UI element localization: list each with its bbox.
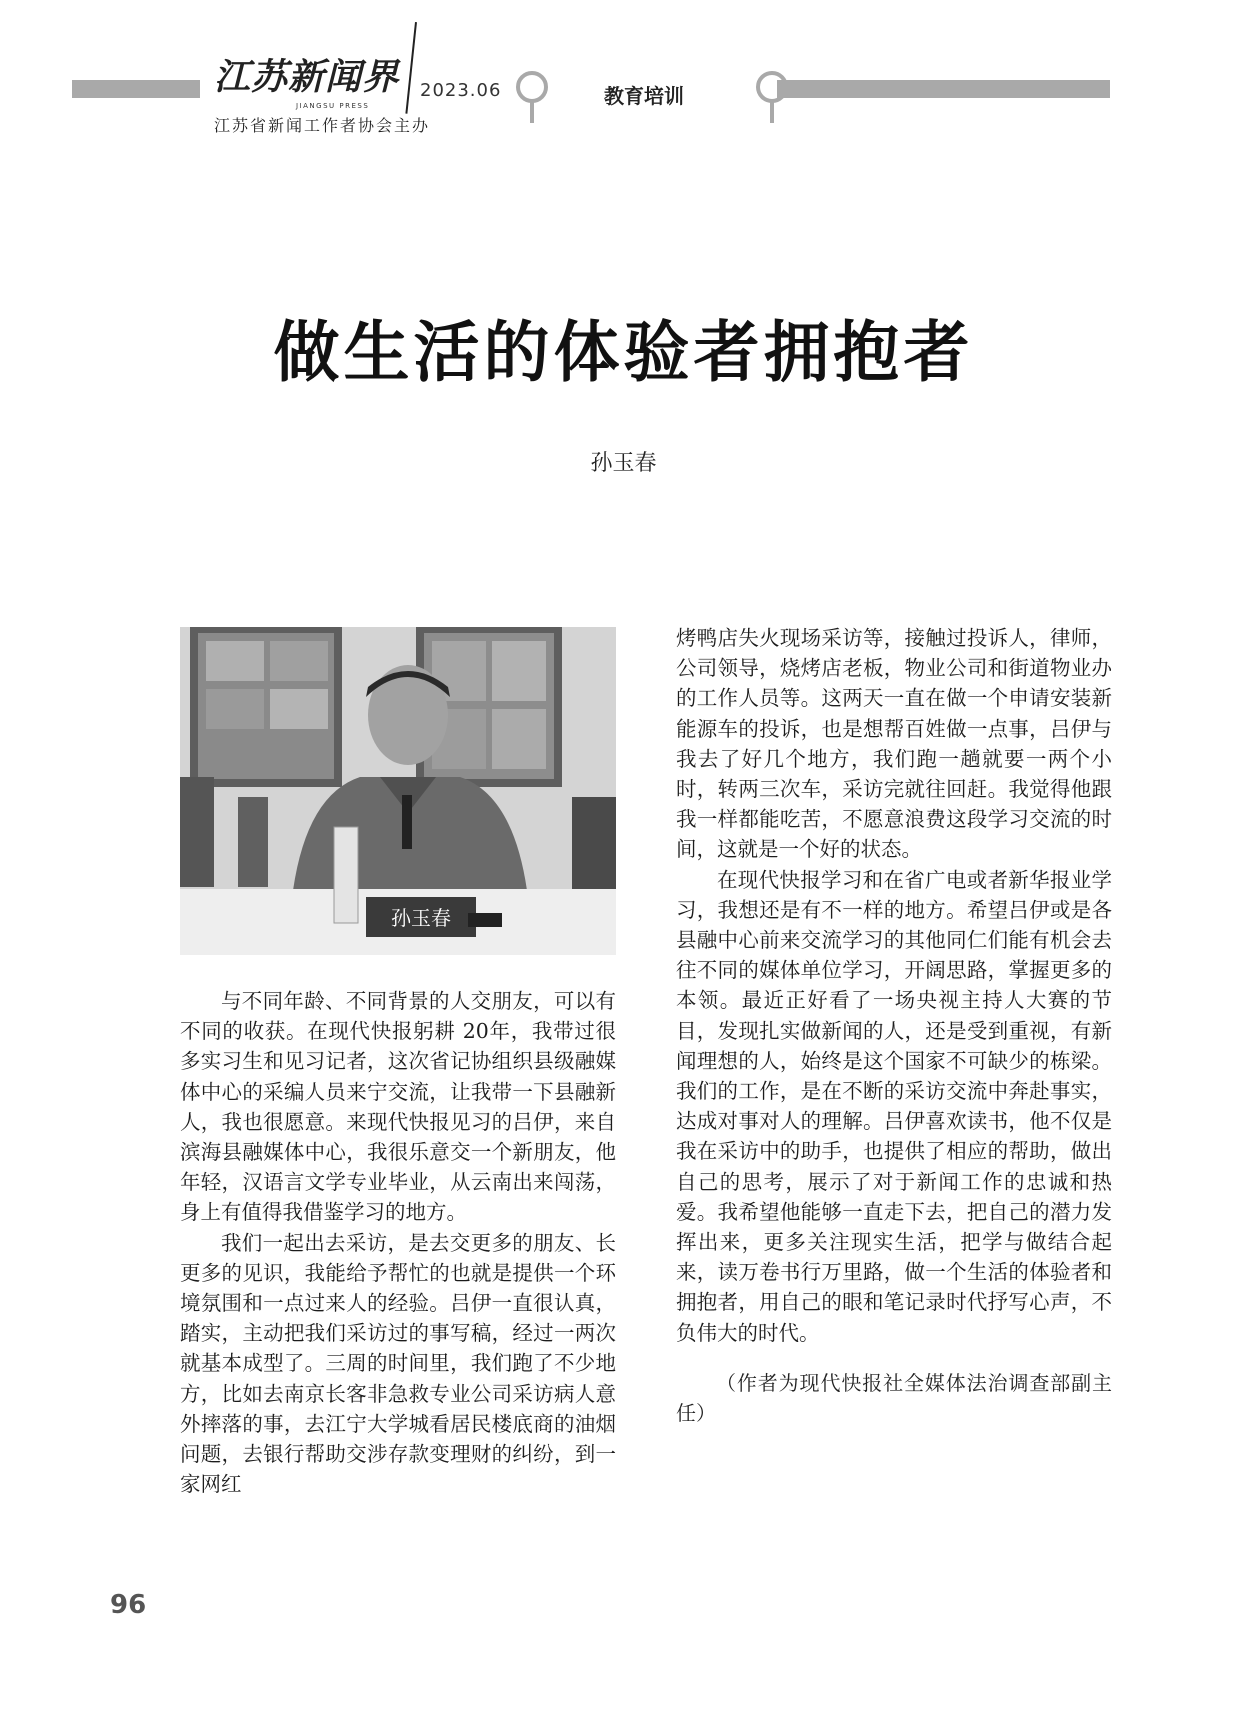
header-bar-left — [72, 80, 200, 98]
photo-nameplate: 孙玉春 — [391, 906, 451, 930]
paragraph: 在现代快报学习和在省广电或者新华报业学习，我想还是有不一样的地方。希望吕伊或是各县融中心前来交流学习的其他同仁们能有机会去往不同的媒体单位学习，开阔思路，掌握更多的本领。最近正好看了一场央视主持人大赛的节目，发现扎实做新闻的人，还是受到重视，有新闻理想的人，始终是这个国家不可缺少的栋梁。我们的工作，是在不断的采访交流中奔赴事实，达成对事对人的理解。吕伊喜欢读书，他不仅是我在采访中的助手，也提供了相应的帮助，做出自己的思考，展示了对于新闻工作的忠诚和热爱。我希望他能够一直走下去，把自己的潜力发挥出来，更多关注现实生活，把学与做结合起来，读万卷书行万里路，做一个生活的体验者和拥抱者，用自己的眼和笔记录时代抒写心声，不负伟大的时代。 — [676, 867, 1112, 1345]
author-note: （作者为现代快报社全媒体法治调查部副主任） — [676, 1370, 1112, 1425]
article-column-right — [676, 623, 1112, 1428]
masthead-logo: 江苏新闻界 — [214, 57, 400, 98]
article-photo — [180, 627, 616, 955]
masthead-en: JIANGSU PRESS — [296, 102, 370, 110]
header-bar-right — [777, 80, 1110, 98]
pin-icon — [516, 71, 548, 103]
article-author: 孙玉春 — [590, 451, 657, 476]
page-number: 96 — [110, 1590, 147, 1620]
paragraph: 与不同年龄、不同背景的人交朋友，可以有不同的收获。在现代快报躬耕 20年，我带过很多实习生和见习记者，这次省记协组织县级融媒体中心的采编人员来宁交流，让我带一下县融新人，我也很愿意。来现代快报见习的吕伊，来自滨海县融媒体中心，我很乐意交一个新朋友，他年轻，汉语言文学专业毕业，从云南出来闯荡，身上有值得我借鉴学习的地方。 — [180, 989, 616, 1225]
header-divider — [405, 22, 417, 114]
article-column-left — [180, 986, 616, 1499]
article-title: 做生活的体验者拥抱者 — [273, 314, 974, 391]
issue-number: 2023.06 — [420, 80, 502, 101]
paragraph: 我们一起出去采访，是去交更多的朋友、长更多的见识，我能给予帮忙的也就是提供一个环境氛围和一点过来人的经验。吕伊一直很认真，踏实，主动把我们采访过的事写稿，经过一两次就基本成型了。三周的时间里，我们跑了不少地方，比如去南京长客非急救专业公司采访病人意外摔落的事，去江宁大学城看居民楼底商的油烟问题，去银行帮助交涉存款变理财的纠纷，到一家网红 — [180, 1230, 616, 1497]
section-label: 教育培训 — [604, 84, 684, 108]
paragraph: 烤鸭店失火现场采访等，接触过投诉人，律师，公司领导，烧烤店老板，物业公司和街道物业办的工作人员等。这两天一直在做一个申请安装新能源车的投诉，也是想帮百姓做一点事，吕伊与我去了好几个地方，我们跑一趟就要一两个小时，转两三次车，采访完就往回赶。我觉得他跟我一样都能吃苦，不愿意浪费这段学习交流的时间，这就是一个好的状态。 — [676, 626, 1112, 862]
publisher-line: 江苏省新闻工作者协会主办 — [214, 116, 431, 135]
